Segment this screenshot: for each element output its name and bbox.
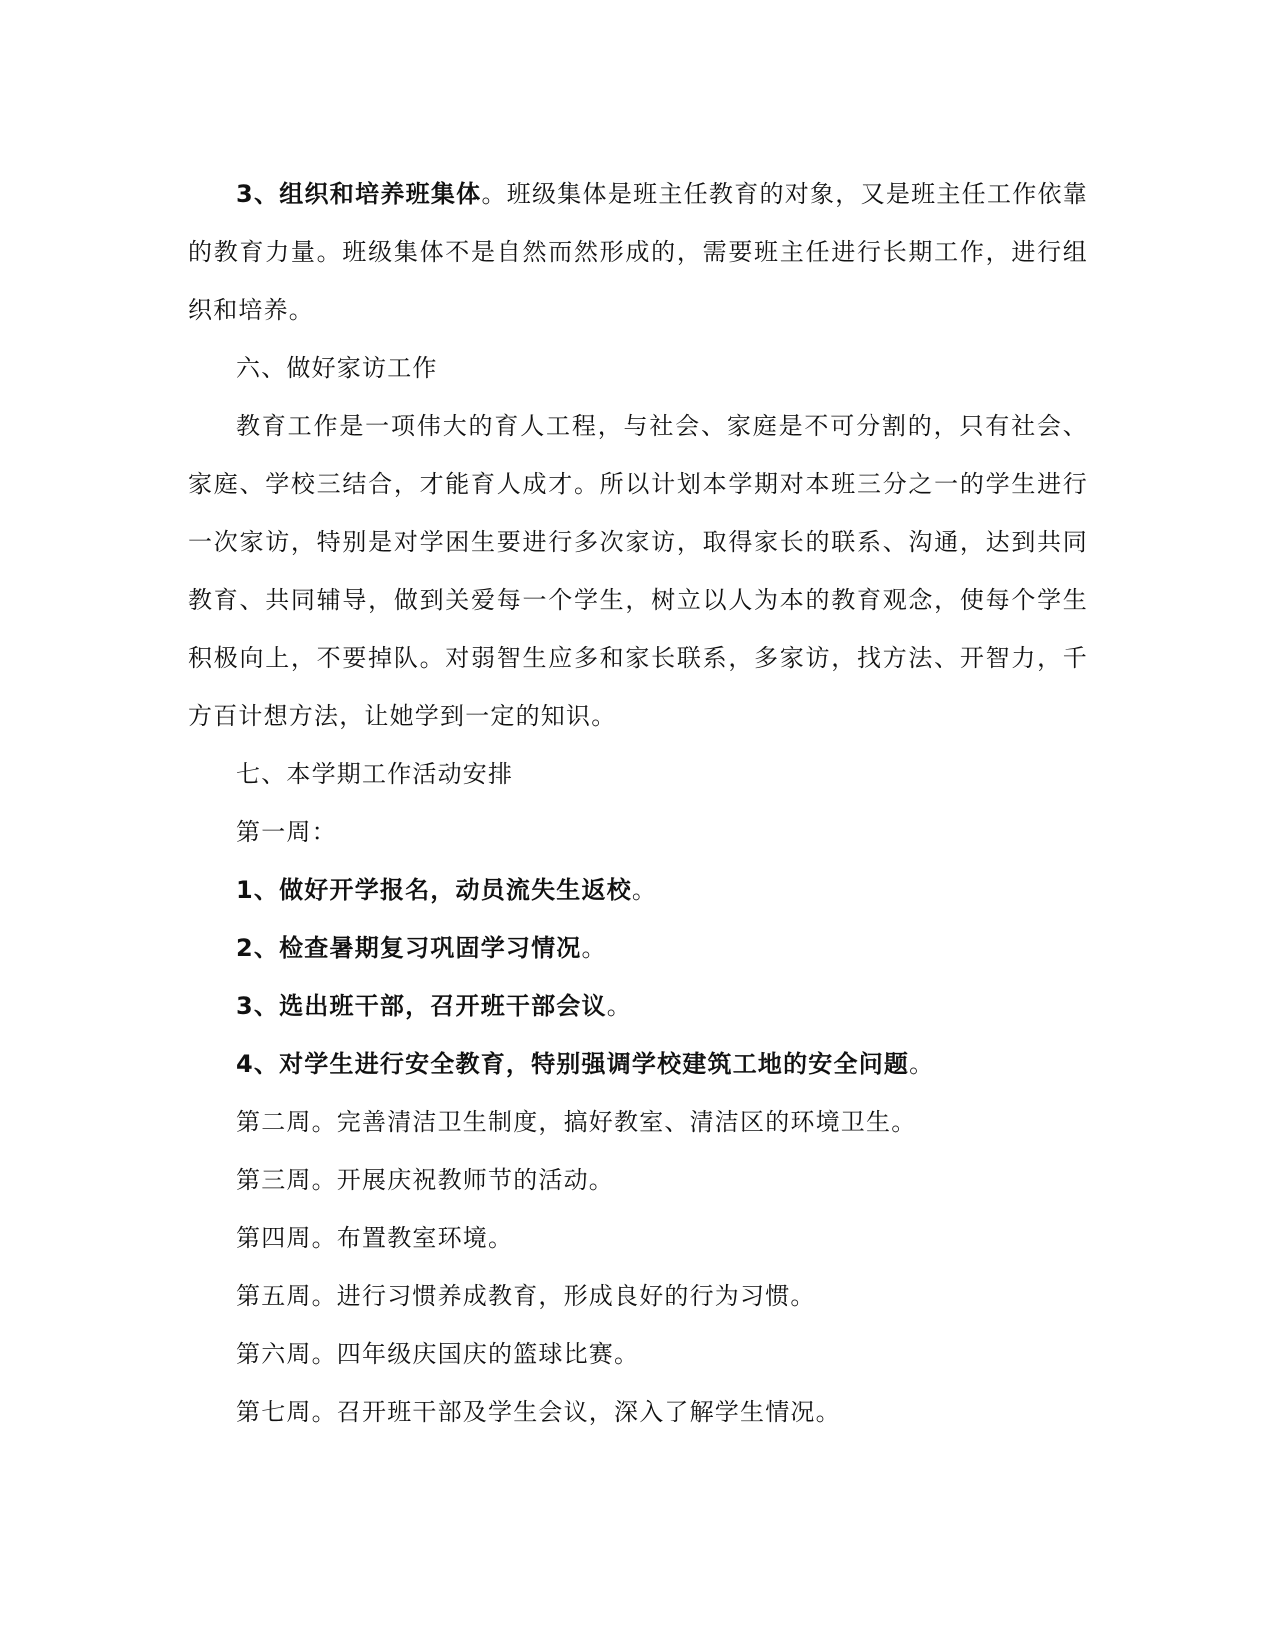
- paragraph-body: 。班级集体是班主任教育的对象，又是班主任工作依靠的教育力量。班级集体不是自然而然形成的，需要班主任进行长期工作，进行组织和培养。: [188, 180, 1088, 324]
- paragraph-lead-bold: 3、组织和培养班集体: [236, 180, 482, 208]
- week-entry: 第三周。开展庆祝教师节的活动。: [236, 1166, 614, 1194]
- week-one-item-text: 3、选出班干部，召开班干部会议: [236, 992, 607, 1020]
- week-entry: 第四周。布置教室环境。: [236, 1224, 514, 1252]
- week-one-item-tail: 。: [606, 992, 632, 1020]
- week-one-item: [188, 919, 1088, 977]
- week-entry: 第二周。完善清洁卫生制度，搞好教室、清洁区的环境卫生。: [236, 1108, 917, 1136]
- week-one-item: [188, 861, 1088, 919]
- section-heading-home-visits: 六、做好家访工作: [236, 354, 438, 382]
- week-entry: 第六周。四年级庆国庆的篮球比赛。: [236, 1340, 640, 1368]
- week-one-item-text: 4、对学生进行安全教育，特别强调学校建筑工地的安全问题: [236, 1050, 910, 1078]
- week-one-item-text: 2、检查暑期复习巩固学习情况: [236, 934, 582, 962]
- section-heading-semester-schedule: 七、本学期工作活动安排: [236, 760, 514, 788]
- week-one-item-text: 1、做好开学报名，动员流失生返校: [236, 876, 632, 904]
- week-one-label: 第一周：: [236, 818, 337, 846]
- week-one-item-tail: 。: [631, 876, 658, 904]
- week-one-item: [188, 1035, 1088, 1093]
- paragraph-class-collective: [188, 165, 1088, 339]
- week-one-item-tail: 。: [581, 934, 607, 962]
- week-one-item-tail: 。: [909, 1050, 935, 1078]
- week-entry: 第七周。召开班干部及学生会议，深入了解学生情况。: [236, 1398, 841, 1426]
- week-one-item: [188, 977, 1088, 1035]
- week-entry: 第五周。进行习惯养成教育，形成良好的行为习惯。: [236, 1282, 816, 1310]
- paragraph-home-visits: 教育工作是一项伟大的育人工程，与社会、家庭是不可分割的，只有社会、家庭、学校三结合，才能育人成才。所以计划本学期对本班三分之一的学生进行一次家访，特别是对学困生要进行多次家访，取得家长的联系、沟通，达到共同教育、共同辅导，做到关爱每一个学生，树立以人为本的教育观念，使每个学生积极向上，不要掉队。对弱智生应多和家长联系，多家访，找方法、开智力，千方百计想方法，让她学到一定的知识。: [188, 412, 1088, 730]
- document-body: [188, 165, 1088, 1441]
